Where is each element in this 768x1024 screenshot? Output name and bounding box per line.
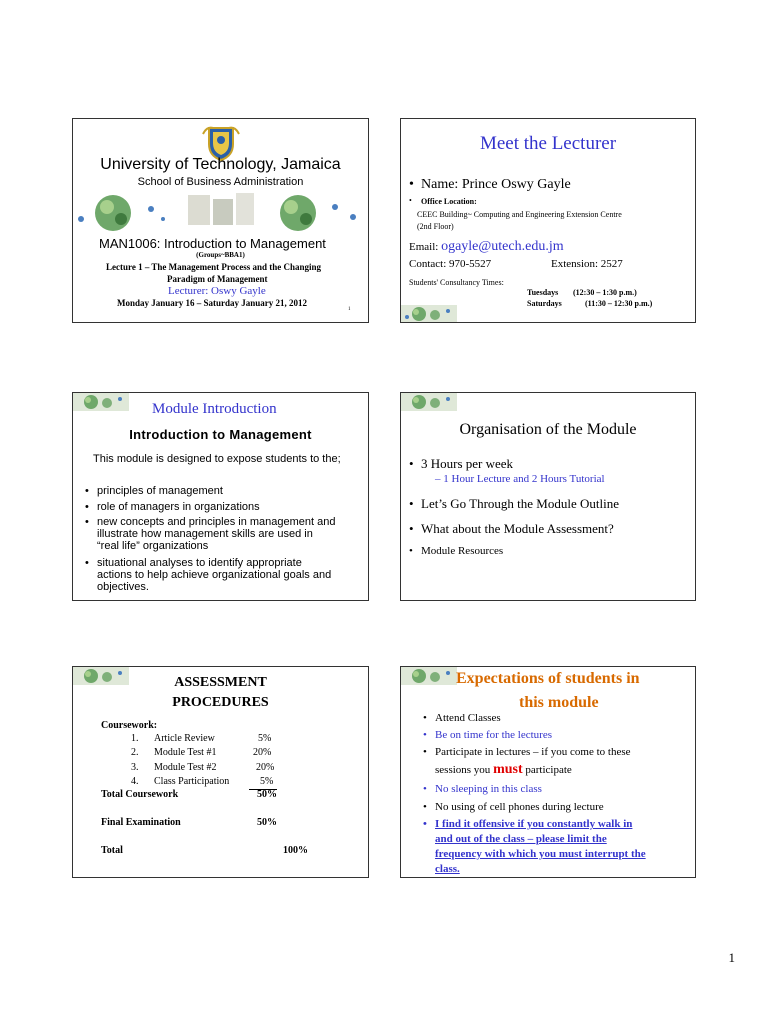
bullet-concepts-line3: “real life” organizations xyxy=(97,540,209,552)
slide-5-assessment xyxy=(72,666,369,878)
slide-title: Meet the Lecturer xyxy=(479,133,617,154)
bullet-no-phones: • No using of cell phones during lecture xyxy=(435,801,604,813)
slide-title-line2: this module xyxy=(519,694,599,711)
bullet-module-resources: • Module Resources xyxy=(421,545,503,557)
item-4-pct: 5% xyxy=(260,776,274,787)
contact-number: Contact: 970-5527 xyxy=(409,258,492,270)
email-label: Email: xyxy=(409,241,439,253)
slide-title: Module Introduction xyxy=(152,401,277,417)
slide-number: 1 xyxy=(348,307,351,312)
item-4-name: Class Participation xyxy=(154,776,230,787)
total-coursework-label: Total Coursework xyxy=(101,789,179,800)
slide-6-expectations xyxy=(400,666,696,878)
must-emphasis: must xyxy=(493,762,523,777)
coursework-label: Coursework: xyxy=(101,720,158,731)
slide-1-title xyxy=(72,118,369,323)
slide-2-meet-lecturer xyxy=(400,118,696,323)
course-code-title: MAN1006: Introduction to Management xyxy=(99,236,326,251)
consult-day-1: Tuesdays xyxy=(527,288,559,297)
lecture-title-line2: Paradigm of Management xyxy=(167,274,268,284)
decorative-corner-image xyxy=(401,667,457,685)
slide-4-organisation xyxy=(400,392,696,601)
item-2-name: Module Test #1 xyxy=(154,747,217,758)
groups-label: (Groups~BBA1) xyxy=(196,251,245,259)
total-coursework-pct: 50% xyxy=(257,789,277,800)
bullet-principles: • principles of management xyxy=(97,485,223,497)
slide-title-line1: ASSESSMENT xyxy=(174,675,267,690)
lecture-title-line1: Lecture 1 – The Management Process and the Changing xyxy=(106,262,321,272)
decorative-corner-image xyxy=(401,393,457,411)
final-exam-pct: 50% xyxy=(257,817,277,828)
item-3-name: Module Test #2 xyxy=(154,762,217,773)
bullet-situational-line1: • situational analyses to identify appropriate xyxy=(97,557,302,569)
bullet-offensive-line1: • I find it offensive if you constantly walk in xyxy=(435,818,632,830)
consult-time-1: (12:30 – 1:30 p.m.) xyxy=(573,288,637,297)
bullet-no-sleeping: • No sleeping in this class xyxy=(435,783,542,795)
bullet-attend-classes: • Attend Classes xyxy=(435,712,501,724)
consult-time-2: (11:30 – 12:30 p.m.) xyxy=(585,299,653,308)
slide-title-line1: Expectations of students in xyxy=(456,670,640,687)
bullet-situational-line2: actions to help achieve organizational goals and xyxy=(97,569,332,581)
extension-number: Extension: 2527 xyxy=(551,258,623,270)
slide-title: Organisation of the Module xyxy=(459,421,637,438)
participate-text-a: sessions you xyxy=(435,764,491,776)
office-location-label: Office Location: xyxy=(421,197,477,206)
decorative-corner-image xyxy=(401,305,457,323)
bullet-concepts-line2: illustrate how management skills are used in xyxy=(97,528,313,540)
email-row xyxy=(409,239,564,255)
bullet-hours: • 3 Hours per week xyxy=(421,456,513,472)
slide-subtitle: Introduction to Management xyxy=(129,427,312,442)
bullet-roles: • role of managers in organizations xyxy=(97,501,260,513)
total-pct: 100% xyxy=(283,845,308,856)
consult-day-2: Saturdays xyxy=(527,299,562,308)
slide-3-module-introduction xyxy=(72,392,369,601)
participate-text-b: participate xyxy=(525,764,572,776)
bullet-situational-line3: objectives. xyxy=(97,581,149,593)
final-exam-label: Final Examination xyxy=(101,817,181,828)
item-4-num: 4. xyxy=(131,776,139,787)
email-value: ogayle@utech.edu.jm xyxy=(441,239,564,254)
bullet-module-outline: • Let’s Go Through the Module Outline xyxy=(421,496,619,512)
bullet-participate-line1: • Participate in lectures – if you come to these xyxy=(435,746,631,758)
banner-image xyxy=(73,189,368,235)
bullet-offensive-line4: class. xyxy=(435,863,460,875)
office-location-line1: CEEC Building~ Computing and Engineering Extension Centre xyxy=(417,210,622,219)
item-3-num: 3. xyxy=(131,762,139,773)
item-2-num: 2. xyxy=(131,747,139,758)
decorative-corner-image xyxy=(73,393,129,411)
bullet-concepts-line1: • new concepts and principles in management and xyxy=(97,516,335,528)
office-location-line2: (2nd Floor) xyxy=(417,222,454,231)
bullet-offensive-line2: and out of the class – please limit the xyxy=(435,833,607,845)
page-number: 1 xyxy=(728,950,735,965)
bullet-be-on-time: • Be on time for the lectures xyxy=(435,729,552,741)
intro-text: This module is designed to expose students to the; xyxy=(93,453,341,465)
bullet-hours-sub: – 1 Hour Lecture and 2 Hours Tutorial xyxy=(435,473,605,485)
school-name: School of Business Administration xyxy=(137,176,304,188)
university-name: University of Technology, Jamaica xyxy=(100,156,341,173)
item-2-pct: 20% xyxy=(253,747,272,758)
bullet-module-assessment: • What about the Module Assessment? xyxy=(421,521,614,537)
bullet-offensive-line3: frequency with which you must interrupt the xyxy=(435,848,646,860)
consultancy-times-label: Students' Consultancy Times: xyxy=(409,278,504,287)
bullet-participate-line2 xyxy=(435,762,572,778)
lecturer-name: Lecturer: Oswy Gayle xyxy=(168,285,266,297)
lecture-dates: Monday January 16 – Saturday January 21, 2012 xyxy=(117,298,308,308)
slide-title-line2: PROCEDURES xyxy=(172,695,269,710)
item-1-num: 1. xyxy=(131,733,139,744)
total-label: Total xyxy=(101,845,123,856)
lecturer-name-bullet: • Name: Prince Oswy Gayle xyxy=(421,177,571,193)
office-bullet-icon: • xyxy=(409,196,412,205)
item-1-pct: 5% xyxy=(258,733,272,744)
item-1-name: Article Review xyxy=(154,733,215,744)
item-3-pct: 20% xyxy=(256,762,275,773)
